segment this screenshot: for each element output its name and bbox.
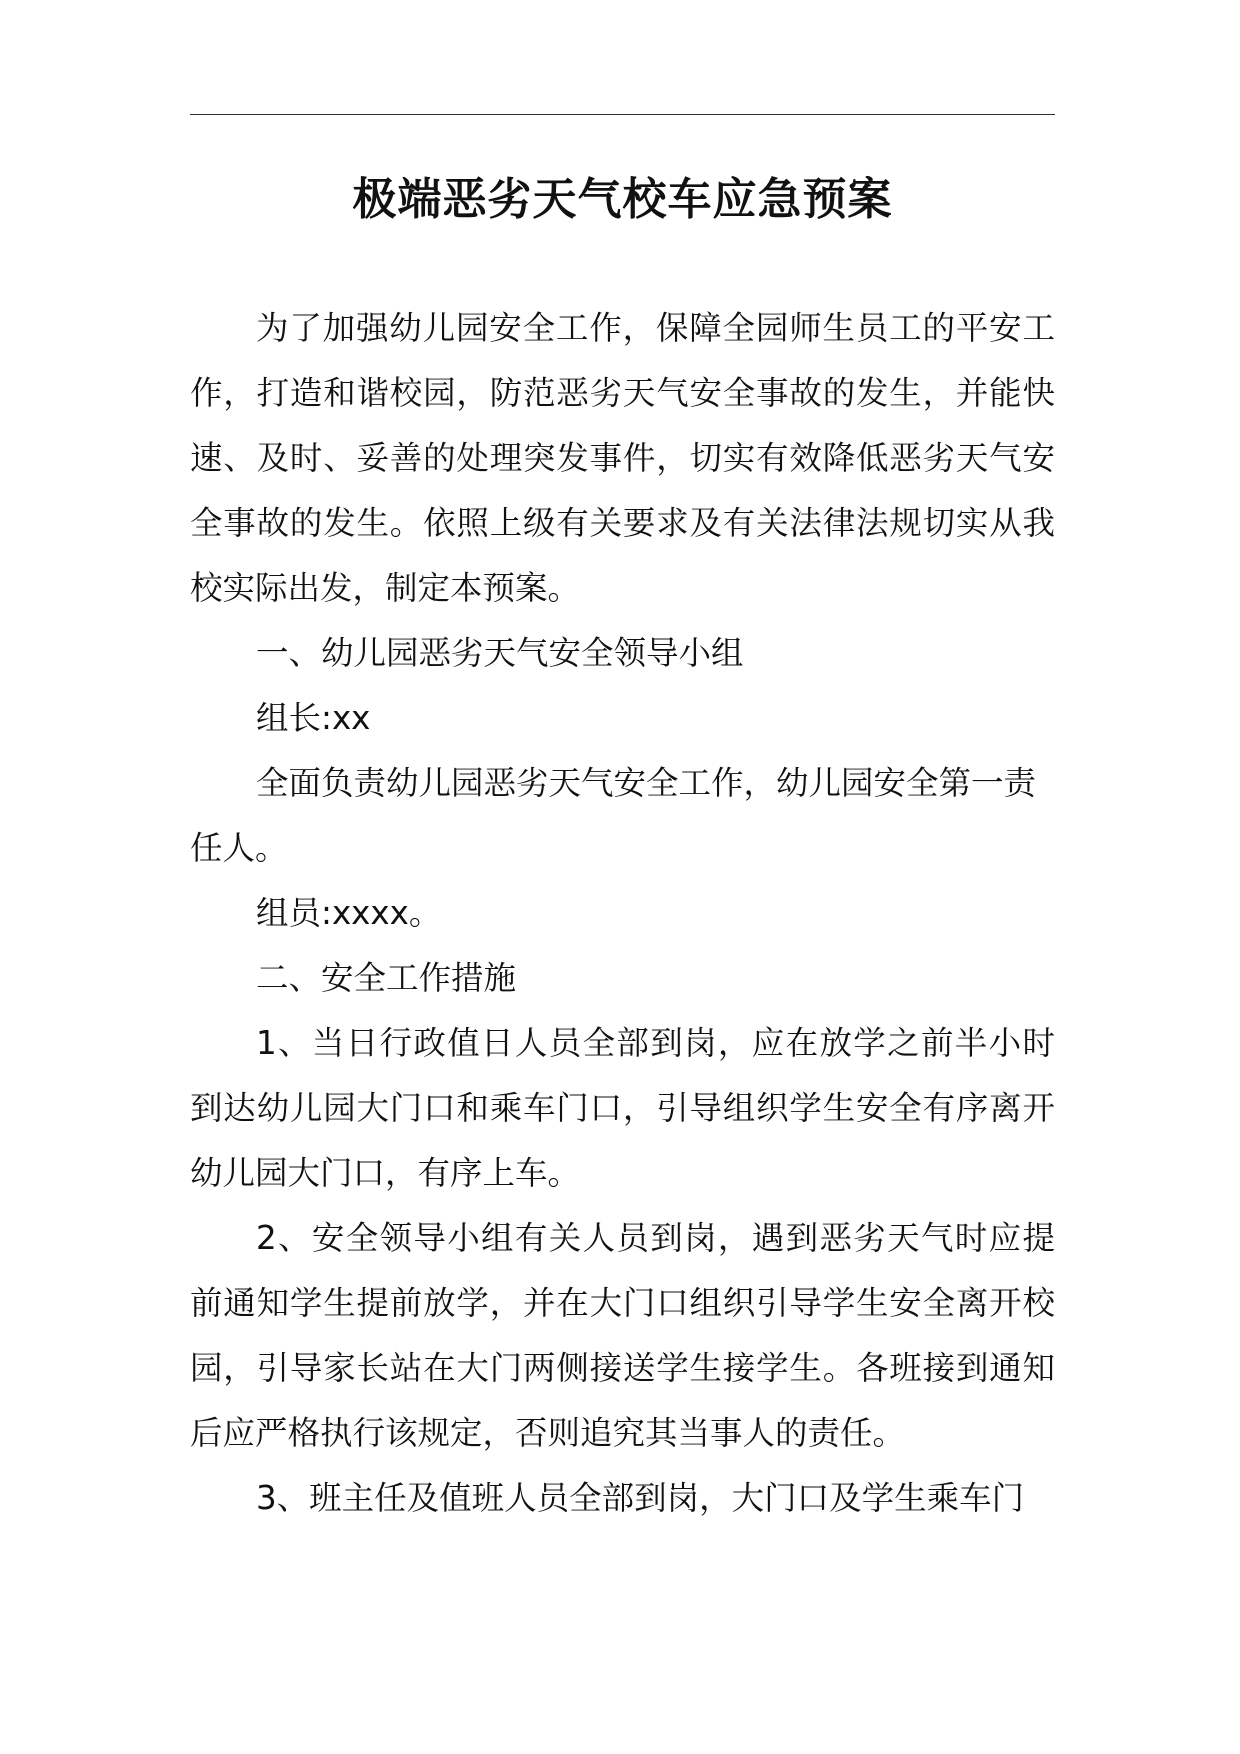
document-title: 极端恶劣天气校车应急预案 [352, 174, 893, 225]
measure-item-2: 2、安全领导小组有关人员到岗，遇到恶劣天气时应提前通知学生提前放学，并在大门口组织引导学生安全离开校园，引导家长站在大门两侧接送学生接学生。各班接到通知后应严格执行该规定，否则追究其当事人的责任。 [190, 1219, 1055, 1452]
intro-paragraph: 为了加强幼儿园安全工作，保障全园师生员工的平安工作，打造和谐校园，防范恶劣天气安全事故的发生，并能快速、及时、妥善的处理突发事件，切实有效降低恶劣天气安全事故的发生。依照上级有关要求及有关法律法规切实从我校实际出发，制定本预案。 [190, 309, 1055, 607]
header-rule [190, 114, 1055, 115]
leader-line: 组长:xx [256, 699, 371, 737]
leader-duty-paragraph: 全面负责幼儿园恶劣天气安全工作，幼儿园安全第一责 [256, 764, 1037, 802]
members-line: 组员:xxxx。 [256, 894, 442, 932]
measure-item-3: 3、班主任及值班人员全部到岗，大门口及学生乘车门 [256, 1479, 1025, 1517]
leader-duty-continuation: 任人。 [190, 829, 288, 867]
document-body [190, 296, 1055, 1531]
section-heading-measures: 二、安全工作措施 [256, 959, 517, 997]
measure-item-1: 1、当日行政值日人员全部到岗，应在放学之前半小时到达幼儿园大门口和乘车门口，引导组织学生安全有序离开幼儿园大门口，有序上车。 [190, 1024, 1055, 1192]
section-heading-leadership: 一、幼儿园恶劣天气安全领导小组 [256, 634, 744, 672]
